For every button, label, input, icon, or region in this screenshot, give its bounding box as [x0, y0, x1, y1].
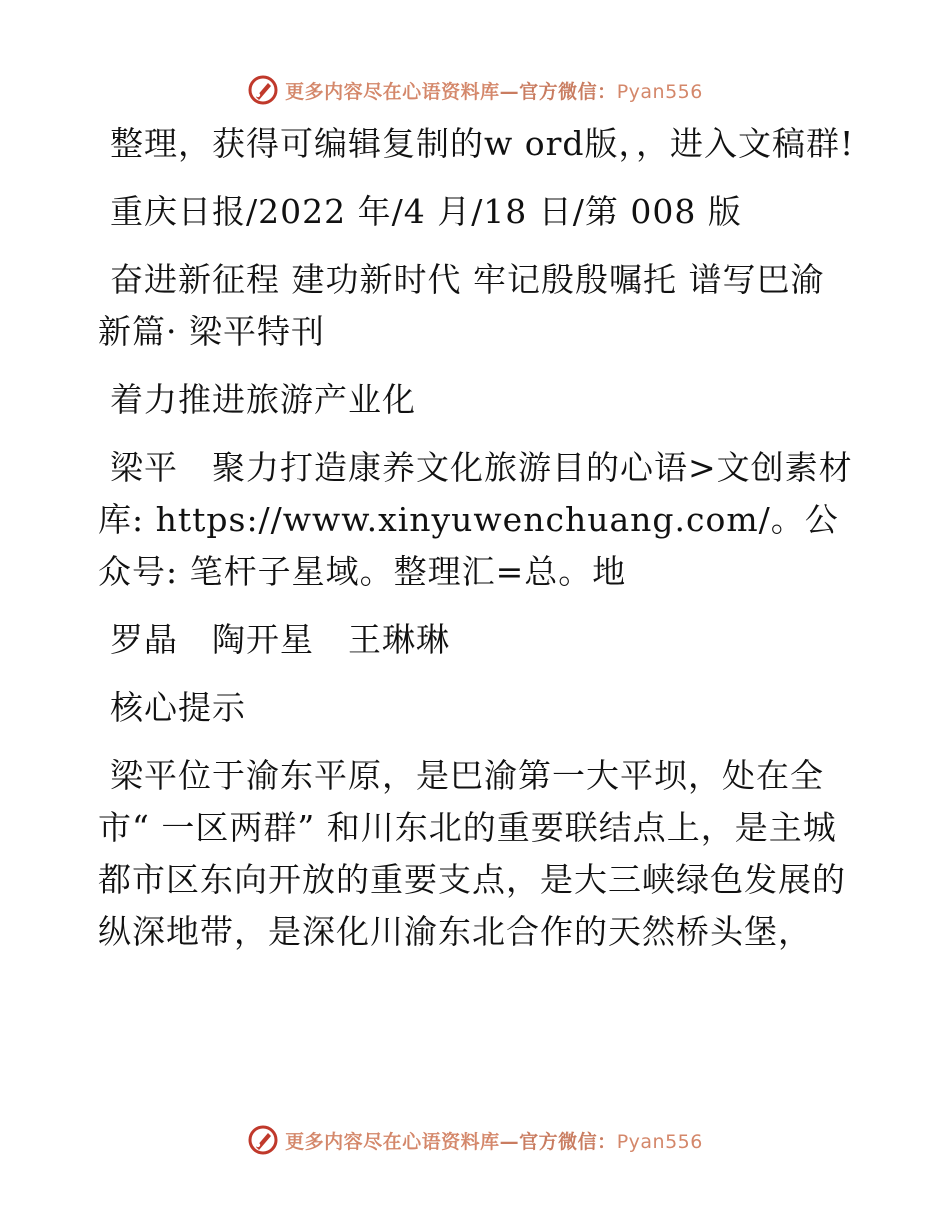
paragraph-headline: 奋进新征程 建功新时代 牢记殷殷嘱托 谱写巴渝新篇· 梁平特刊: [98, 260, 825, 351]
paragraph-subtitle: 着力推进旅游产业化: [110, 380, 416, 419]
paragraph-section-title: 核心提示: [110, 688, 246, 727]
pen-logo-icon: [247, 1124, 279, 1156]
banner-text: [285, 1127, 703, 1154]
paragraph-body: 梁平位于渝东平原，是巴渝第一大平坝，处在全市“ 一区两群” 和川东北的重要联结点上，是主城都市区东向开放的重要支点，是大三峡绿色发展的纵深地带，是深化川渝东北合作的天然桥头堡，: [98, 756, 846, 951]
document-body: [98, 118, 858, 974]
header-watermark-banner: [0, 70, 950, 110]
pen-logo-icon: [247, 74, 279, 106]
paragraph-lead: 梁平 聚力打造康养文化旅游目的心语>文创素材库: https://www.xinyuwenchuang.com/。公众号: 笔杆子星域。整理汇=总。地: [98, 448, 853, 591]
banner-handle: Pyan556: [616, 1130, 703, 1153]
banner-handle: Pyan556: [616, 80, 703, 103]
banner-label: 官方微信：: [519, 1130, 617, 1153]
paragraph-intro: 整理，获得可编辑复制的w ord版，，进入文稿群!: [110, 124, 855, 163]
banner-text: [285, 77, 703, 104]
banner-main: 更多内容尽在心语资料库: [285, 1130, 500, 1153]
banner-label: 官方微信：: [519, 80, 617, 103]
paragraph-source: 重庆日报/2022 年/4 月/18 日/第 008 版: [110, 192, 742, 231]
banner-separator: —: [499, 1130, 520, 1153]
paragraph-authors: 罗晶 陶开星 王琳琳: [110, 620, 450, 659]
footer-watermark-banner: [0, 1120, 950, 1160]
banner-main: 更多内容尽在心语资料库: [285, 80, 500, 103]
banner-separator: —: [499, 80, 520, 103]
